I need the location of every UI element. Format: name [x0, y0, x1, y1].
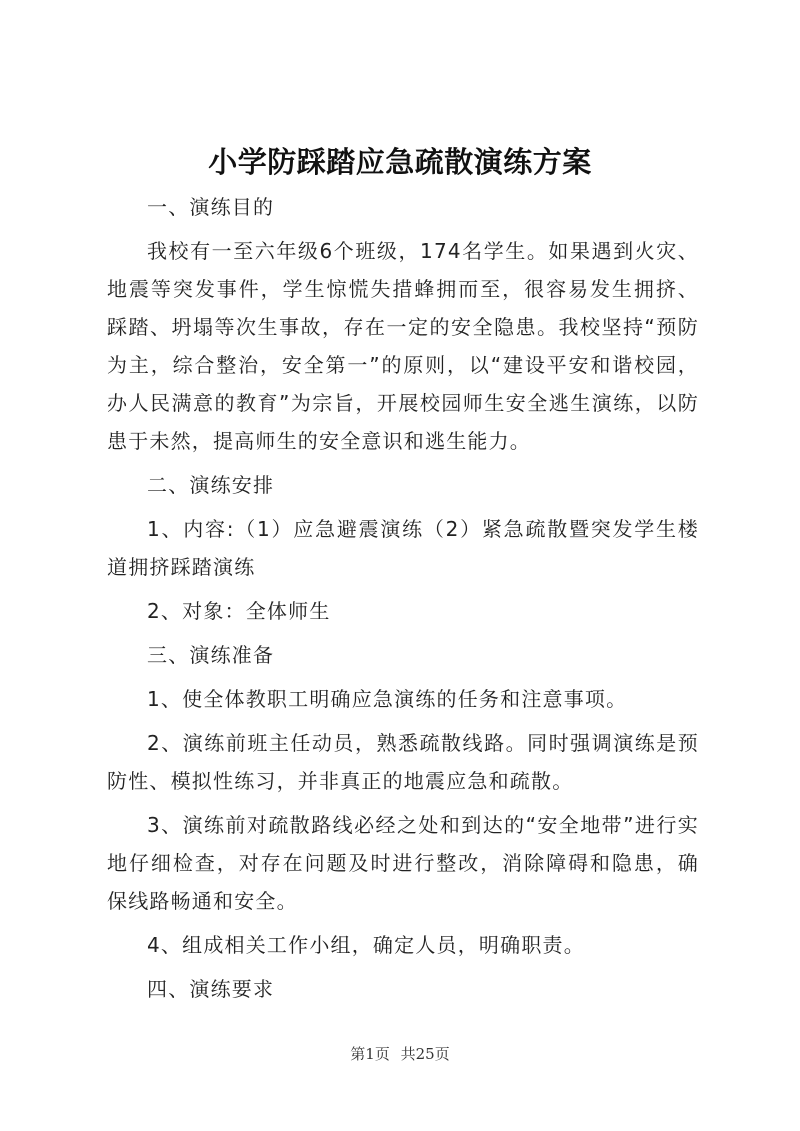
section-heading-1: 一、演练目的 [147, 195, 275, 219]
page-number: 第1页 [350, 1045, 390, 1063]
paragraph-prep-2: 2、演练前班主任动员，熟悉疏散线路。同时强调演练是预防性、模拟性练习，并非真正的地震应急和疏散。 [107, 731, 699, 793]
section-heading-3: 三、演练准备 [147, 643, 275, 667]
document-title: 小学防踩踏应急疏散演练方案 [208, 145, 592, 179]
paragraph-prep-4: 4、组成相关工作小组，确定人员，明确职责。 [147, 933, 585, 957]
document-body [107, 188, 699, 1014]
section-heading-2: 二、演练安排 [147, 473, 275, 497]
paragraph-prep-1: 1、使全体教职工明确应急演练的任务和注意事项。 [147, 687, 628, 711]
paragraph-content: 1、内容:（1）应急避震演练（2）紧急疏散暨突发学生楼道拥挤踩踏演练 [107, 517, 699, 579]
paragraph-target: 2、对象：全体师生 [147, 599, 331, 623]
section-heading-4: 四、演练要求 [147, 977, 275, 1001]
paragraph-purpose: 我校有一至六年级6个班级，174名学生。如果遇到火灾、地震等突发事件，学生惊慌失措蜂拥而至，很容易发生拥挤、踩踏、坍塌等次生事故，存在一定的安全隐患。我校坚持“预防为主，综合整治，安全第一”的原则，以“建设平安和谐校园，办人民满意的教育”为宗旨，开展校园师生安全逃生演练，以防患于未然，提高师生的安全意识和逃生能力。 [107, 239, 699, 453]
page-total: 共25页 [400, 1045, 450, 1063]
paragraph-prep-3: 3、演练前对疏散路线必经之处和到达的“安全地带”进行实地仔细检查，对存在问题及时进行整改，消除障碍和隐患，确保线路畅通和安全。 [107, 813, 699, 913]
page-footer [0, 1044, 800, 1064]
